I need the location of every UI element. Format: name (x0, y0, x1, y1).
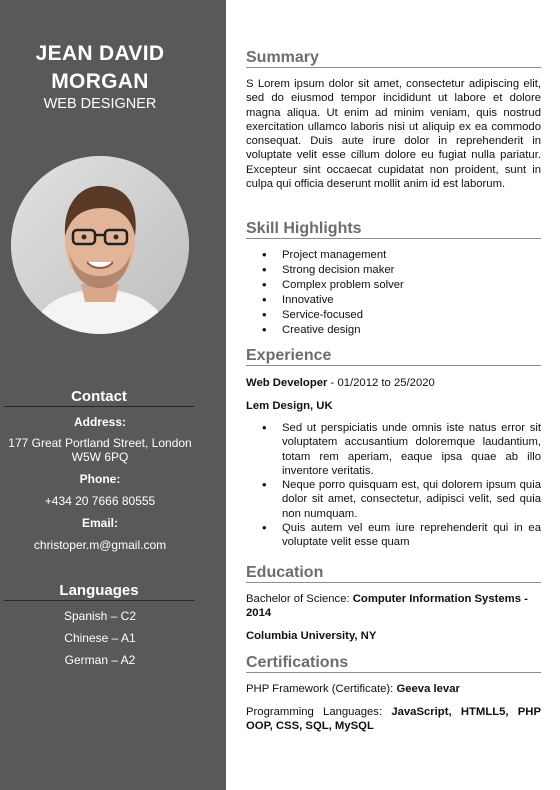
degree-prefix: Bachelor of Science: (246, 593, 353, 605)
certifications-divider (246, 672, 541, 673)
certificate-line-1 (246, 682, 541, 696)
portrait-illustration (11, 156, 189, 334)
email-address: christoper.m@gmail.com (33, 538, 167, 552)
phone-number: +434 20 7666 80555 (44, 494, 156, 508)
summary-title: Summary (246, 49, 319, 66)
cert2-prefix: Programming Languages: (246, 706, 392, 718)
name-line-2: MORGAN (51, 70, 149, 93)
skills-title: Skill Highlights (246, 220, 362, 237)
cert1-value: Geeva levar (396, 683, 460, 695)
language-item: Chinese – A1 (64, 631, 136, 645)
job-heading (246, 376, 541, 390)
languages-heading: Languages (59, 582, 139, 599)
language-item: Spanish – C2 (63, 609, 137, 623)
job-dates: - 01/2012 to 25/2020 (327, 377, 435, 389)
company-name: Lem Design, UK (246, 400, 333, 412)
education-divider (246, 582, 541, 583)
certificate-line-2 (246, 705, 541, 734)
language-item: German – A2 (64, 653, 136, 667)
cert1-prefix: PHP Framework (Certificate): (246, 683, 397, 695)
summary-divider (246, 67, 541, 68)
email-label: Email: (81, 516, 118, 530)
job-title: Web Developer (246, 377, 328, 389)
experience-title: Experience (246, 347, 332, 364)
skill-item: • Service-focused (246, 308, 541, 323)
address-line-1: 177 Great Portland Street, London (8, 436, 192, 450)
cert2-value: JavaScript, HTMLL5, PHP OOP, CSS, SQL, MySQL (246, 706, 541, 733)
skills-divider (246, 238, 541, 239)
experience-bullet: • Sed ut perspiciatis unde omnis iste natus error sit voluptatem accusantium doloremque laudantium, totam rem aperiam, eaque ipsa quae ab illo inventore veritatis. (246, 421, 541, 478)
skill-item: • Innovative (246, 293, 541, 308)
skills-list (246, 248, 541, 337)
address-label: Address: (73, 415, 126, 429)
job-role: WEB DESIGNER (43, 96, 157, 112)
skill-item: • Complex problem solver (246, 278, 541, 293)
skill-item: • Project management (246, 248, 541, 263)
experience-bullet: • Neque porro quisquam est, qui dolorem ipsum quia dolor sit amet, consectetur, adipisci velit, sed quia non numquam. (246, 478, 541, 521)
languages-divider (4, 600, 194, 601)
address-line-2: W5W 6PQ (71, 450, 129, 464)
experience-divider (246, 365, 541, 366)
sidebar (0, 0, 226, 790)
experience-bullets (246, 421, 541, 550)
contact-heading: Contact (71, 388, 127, 405)
phone-label: Phone: (79, 472, 121, 486)
skill-item: • Strong decision maker (246, 263, 541, 278)
skill-item: • Creative design (246, 323, 541, 338)
profile-photo (11, 156, 189, 334)
experience-bullet: • Quis autem vel eum iure reprehenderit qui in ea voluptate velit esse quam (246, 521, 541, 550)
name-line-1: JEAN DAVID (35, 42, 165, 65)
contact-divider (4, 406, 194, 407)
person-name (0, 40, 200, 96)
summary-text: S Lorem ipsum dolor sit amet, consectetur adipiscing elit, sed do eiusmod tempor incididunt ut labore et dolore magna aliqua. Ut enim ad minim veniam, quis nostrud exercitation ullamco laboris nisi ut aliquip ex ea commodo consequat. Duis aute irure dolor in reprehenderit in voluptate velit esse cillum dolore eu fugiat nulla pariatur. Excepteur sint occaecat cupidatat non proident, sunt in culpa qui officia deserunt mollit anim id est laborum. (246, 78, 541, 191)
degree-line (246, 592, 541, 621)
school-name: Columbia University, NY (246, 630, 377, 642)
certifications-title: Certifications (246, 654, 349, 671)
degree-name: Computer Information Systems - 2014 (246, 593, 528, 620)
education-title: Education (246, 564, 324, 581)
